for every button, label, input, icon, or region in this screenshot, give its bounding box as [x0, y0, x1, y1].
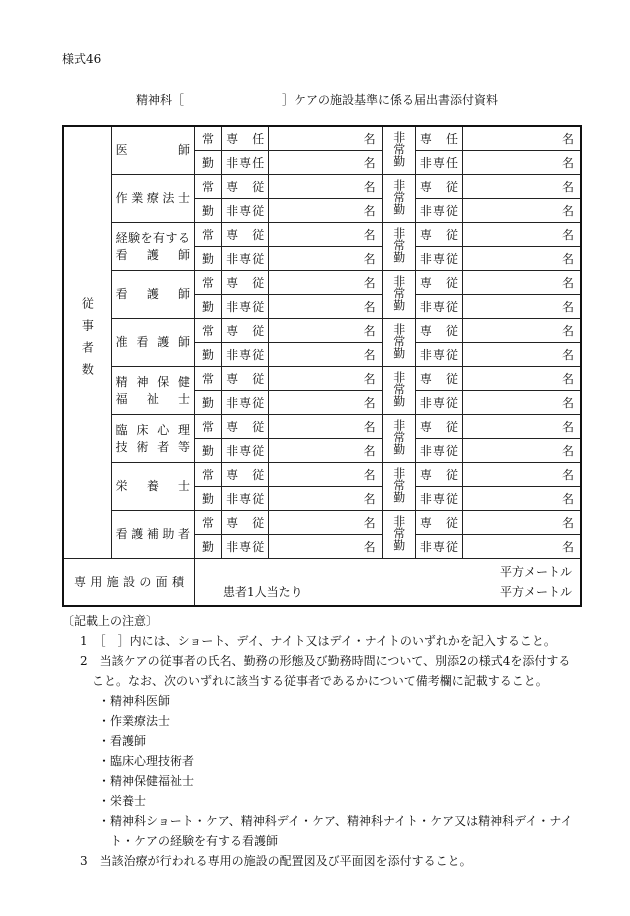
count-field[interactable] [269, 439, 382, 463]
unit-label: 名 [363, 347, 376, 362]
fulltime-char-2: 勤 [194, 199, 221, 223]
sub-type: 非専従 [415, 535, 462, 559]
unit-label: 名 [363, 467, 376, 482]
count-field[interactable] [269, 199, 382, 223]
parttime-label [382, 319, 415, 367]
count-field[interactable] [269, 343, 382, 367]
role-name [111, 126, 194, 175]
role-name [111, 511, 194, 559]
count-field[interactable] [462, 151, 581, 175]
role-name-line: 作業療法士 [115, 191, 190, 205]
unit-label: 名 [363, 131, 376, 146]
parttime-text: 非常勤 [391, 275, 406, 311]
role-name [111, 415, 194, 463]
count-field[interactable] [462, 343, 581, 367]
parttime-text: 非常勤 [391, 515, 406, 551]
table-row [63, 415, 581, 439]
parttime-text: 非常勤 [391, 227, 406, 263]
sub-type: 専 従 [222, 463, 269, 487]
sub-type: 非専従 [222, 391, 269, 415]
role-name-line: 精神保健 [115, 374, 190, 389]
fulltime-char-1: 常 [194, 223, 221, 247]
count-field[interactable] [269, 271, 382, 295]
role-name-line: 看護補助者 [115, 527, 190, 541]
count-field[interactable] [269, 319, 382, 343]
note-line: ・臨床心理技術者 [98, 754, 195, 768]
role-name [111, 367, 194, 415]
unit-label: 名 [363, 179, 376, 194]
unit-label: 名 [561, 371, 574, 386]
parttime-text: 非常勤 [391, 371, 406, 407]
parttime-text: 非常勤 [391, 419, 406, 455]
title-left: 精神科［ [136, 93, 185, 107]
sub-type: 非専従 [415, 343, 462, 367]
sub-type: 専 従 [222, 415, 269, 439]
unit-label: 名 [363, 155, 376, 170]
sub-type: 専 従 [415, 175, 462, 199]
staff-count-label: 従事者数 [80, 297, 95, 385]
unit-label: 名 [363, 443, 376, 458]
unit-label: 名 [561, 539, 574, 554]
note-line: 1 ［ ］内には、ショート、デイ、ナイト又はデイ・ナイトのいずれかを記入すること。 [80, 634, 556, 648]
table-row [63, 511, 581, 535]
fulltime-char-1: 常 [194, 271, 221, 295]
note-line: 3 当該治療が行われる専用の施設の配置図及び平面図を添付すること。 [80, 854, 472, 868]
sub-type: 非専従 [222, 295, 269, 319]
sub-type: 非専従 [222, 199, 269, 223]
sub-type: 非専従 [415, 391, 462, 415]
parttime-text: 非常勤 [391, 179, 406, 215]
role-name-line: 看 護 師 [115, 247, 190, 262]
sub-type: 非専任 [415, 151, 462, 175]
count-field[interactable] [269, 223, 382, 247]
role-name [111, 223, 194, 271]
parttime-label [382, 126, 415, 175]
fulltime-char-1: 常 [194, 126, 221, 151]
parttime-text: 非常勤 [391, 131, 406, 167]
role-name [111, 319, 194, 367]
unit-label: 名 [561, 131, 574, 146]
unit-label: 名 [363, 539, 376, 554]
sub-type: 非専従 [222, 247, 269, 271]
note-line: ・精神科医師 [98, 694, 171, 708]
notes-section [62, 611, 582, 871]
count-field[interactable] [462, 367, 581, 391]
parttime-label [382, 223, 415, 271]
count-field[interactable] [269, 175, 382, 199]
fulltime-char-2: 勤 [194, 535, 221, 559]
fulltime-char-2: 勤 [194, 391, 221, 415]
count-field[interactable] [462, 511, 581, 535]
unit-label: 名 [363, 371, 376, 386]
count-field[interactable] [462, 463, 581, 487]
unit-label: 名 [561, 323, 574, 338]
count-field[interactable] [462, 535, 581, 559]
note-line: ・精神科ショート・ケア、精神科デイ・ケア、精神科ナイト・ケア又は精神科デイ・ナイ [98, 814, 573, 828]
sub-type: 専 従 [222, 223, 269, 247]
sub-type: 非専任 [222, 151, 269, 175]
staff-table [62, 125, 582, 607]
fulltime-char-2: 勤 [194, 343, 221, 367]
unit-label: 名 [363, 323, 376, 338]
unit-label: 名 [363, 299, 376, 314]
unit-label: 名 [363, 419, 376, 434]
fulltime-char-1: 常 [194, 367, 221, 391]
table-row [63, 223, 581, 247]
count-field[interactable] [269, 487, 382, 511]
per-patient-line [195, 582, 580, 602]
role-name-line: 福 祉 士 [115, 391, 190, 406]
sub-type: 専 従 [415, 319, 462, 343]
unit-label: 名 [561, 251, 574, 266]
unit-label: 名 [363, 491, 376, 506]
count-field[interactable] [462, 415, 581, 439]
unit-label: 名 [363, 395, 376, 410]
unit-label: 名 [363, 275, 376, 290]
unit-label: 名 [561, 299, 574, 314]
count-field[interactable] [269, 535, 382, 559]
note-line: ・作業療法士 [98, 714, 171, 728]
count-field[interactable] [269, 391, 382, 415]
parttime-label [382, 175, 415, 223]
unit-label: 名 [561, 491, 574, 506]
count-field[interactable] [462, 247, 581, 271]
count-field[interactable] [269, 415, 382, 439]
sub-type: 非専従 [415, 295, 462, 319]
count-field[interactable] [462, 295, 581, 319]
count-field[interactable] [462, 175, 581, 199]
fulltime-char-2: 勤 [194, 487, 221, 511]
table-row [63, 271, 581, 295]
table-row [63, 126, 581, 151]
note-line: ・看護師 [98, 734, 147, 748]
fulltime-char-1: 常 [194, 463, 221, 487]
fulltime-char-1: 常 [194, 319, 221, 343]
table-row [63, 175, 581, 199]
sub-type: 専 従 [415, 463, 462, 487]
per-patient-unit: 平方メートル [499, 585, 572, 599]
role-name-line: 医 師 [115, 143, 190, 157]
sub-type: 非専従 [222, 487, 269, 511]
area-row [63, 559, 581, 607]
fulltime-char-2: 勤 [194, 151, 221, 175]
area-field[interactable] [194, 559, 581, 607]
role-name-line: 臨床心理 [115, 422, 190, 437]
fulltime-char-2: 勤 [194, 439, 221, 463]
count-field[interactable] [462, 126, 581, 151]
parttime-label [382, 511, 415, 559]
role-name [111, 271, 194, 319]
unit-label: 名 [561, 203, 574, 218]
count-field[interactable] [269, 463, 382, 487]
unit-label: 名 [561, 443, 574, 458]
note-line: ト・ケアの経験を有する看護師 [110, 834, 279, 848]
count-field[interactable] [269, 126, 382, 151]
count-field[interactable] [462, 199, 581, 223]
note-line: こと。なお、次のいずれに該当する従事者であるかについて備考欄に記載すること。 [92, 674, 548, 688]
sub-type: 専 従 [222, 511, 269, 535]
fulltime-char-2: 勤 [194, 247, 221, 271]
parttime-label [382, 367, 415, 415]
sub-type: 専 従 [222, 319, 269, 343]
form-body [62, 125, 582, 871]
area-label: 専用施設の面積 [63, 559, 194, 607]
sub-type: 非専従 [222, 439, 269, 463]
parttime-label [382, 463, 415, 511]
count-field[interactable] [462, 391, 581, 415]
fulltime-char-1: 常 [194, 175, 221, 199]
sub-type: 専 従 [415, 511, 462, 535]
sub-type: 専 任 [222, 126, 269, 151]
table-row [63, 463, 581, 487]
fulltime-char-1: 常 [194, 511, 221, 535]
count-field[interactable] [269, 295, 382, 319]
title-right: ］ケアの施設基準に係る届出書添付資料 [282, 93, 499, 107]
role-name-line: 看 護 師 [115, 287, 190, 301]
count-field[interactable] [462, 223, 581, 247]
count-field[interactable] [462, 319, 581, 343]
count-field[interactable] [462, 271, 581, 295]
sub-type: 非専従 [222, 343, 269, 367]
form-number: 様式46 [62, 52, 102, 66]
sub-type: 非専従 [415, 199, 462, 223]
sub-type: 専 従 [415, 415, 462, 439]
table-row [63, 367, 581, 391]
unit-label: 名 [363, 227, 376, 242]
count-field[interactable] [269, 247, 382, 271]
count-field[interactable] [269, 511, 382, 535]
per-patient-label: 患者1人当たり [222, 585, 303, 599]
parttime-label [382, 415, 415, 463]
count-field[interactable] [269, 151, 382, 175]
area-unit: 平方メートル [499, 565, 572, 579]
role-name-line: 経験を有する [115, 230, 190, 245]
staff-count-header [63, 126, 111, 559]
unit-label: 名 [561, 467, 574, 482]
role-name [111, 463, 194, 511]
count-field[interactable] [462, 439, 581, 463]
note-line: 2 当該ケアの従事者の氏名、勤務の形態及び勤務時間について、別添2の様式4を添付する [80, 654, 571, 668]
unit-label: 名 [561, 515, 574, 530]
fulltime-char-1: 常 [194, 415, 221, 439]
unit-label: 名 [363, 251, 376, 266]
count-field[interactable] [269, 367, 382, 391]
unit-label: 名 [363, 203, 376, 218]
sub-type: 非専従 [415, 247, 462, 271]
note-line: ・栄養士 [98, 794, 147, 808]
sub-type: 専 従 [222, 271, 269, 295]
unit-label: 名 [561, 179, 574, 194]
count-field[interactable] [462, 487, 581, 511]
unit-label: 名 [561, 155, 574, 170]
unit-label: 名 [561, 347, 574, 362]
unit-label: 名 [363, 515, 376, 530]
parttime-label [382, 271, 415, 319]
role-name-line: 技術者等 [115, 439, 190, 454]
unit-label: 名 [561, 395, 574, 410]
sub-type: 専 従 [415, 271, 462, 295]
table-row [63, 319, 581, 343]
fulltime-char-2: 勤 [194, 295, 221, 319]
role-name-line: 准看護師 [115, 335, 190, 349]
sub-type: 非専従 [222, 535, 269, 559]
parttime-text: 非常勤 [391, 323, 406, 359]
notes-heading: 〔記載上の注意〕 [62, 614, 159, 628]
sub-type: 専 従 [415, 367, 462, 391]
role-name [111, 175, 194, 223]
role-name-line: 栄 養 士 [115, 479, 190, 493]
unit-label: 名 [561, 227, 574, 242]
parttime-text: 非常勤 [391, 467, 406, 503]
sub-type: 専 従 [415, 223, 462, 247]
note-line: ・精神保健福祉士 [98, 774, 195, 788]
sub-type: 専 従 [222, 175, 269, 199]
sub-type: 専 従 [222, 367, 269, 391]
sub-type: 非専従 [415, 439, 462, 463]
sub-type: 非専従 [415, 487, 462, 511]
unit-label: 名 [561, 275, 574, 290]
sub-type: 専 任 [415, 126, 462, 151]
unit-label: 名 [561, 419, 574, 434]
